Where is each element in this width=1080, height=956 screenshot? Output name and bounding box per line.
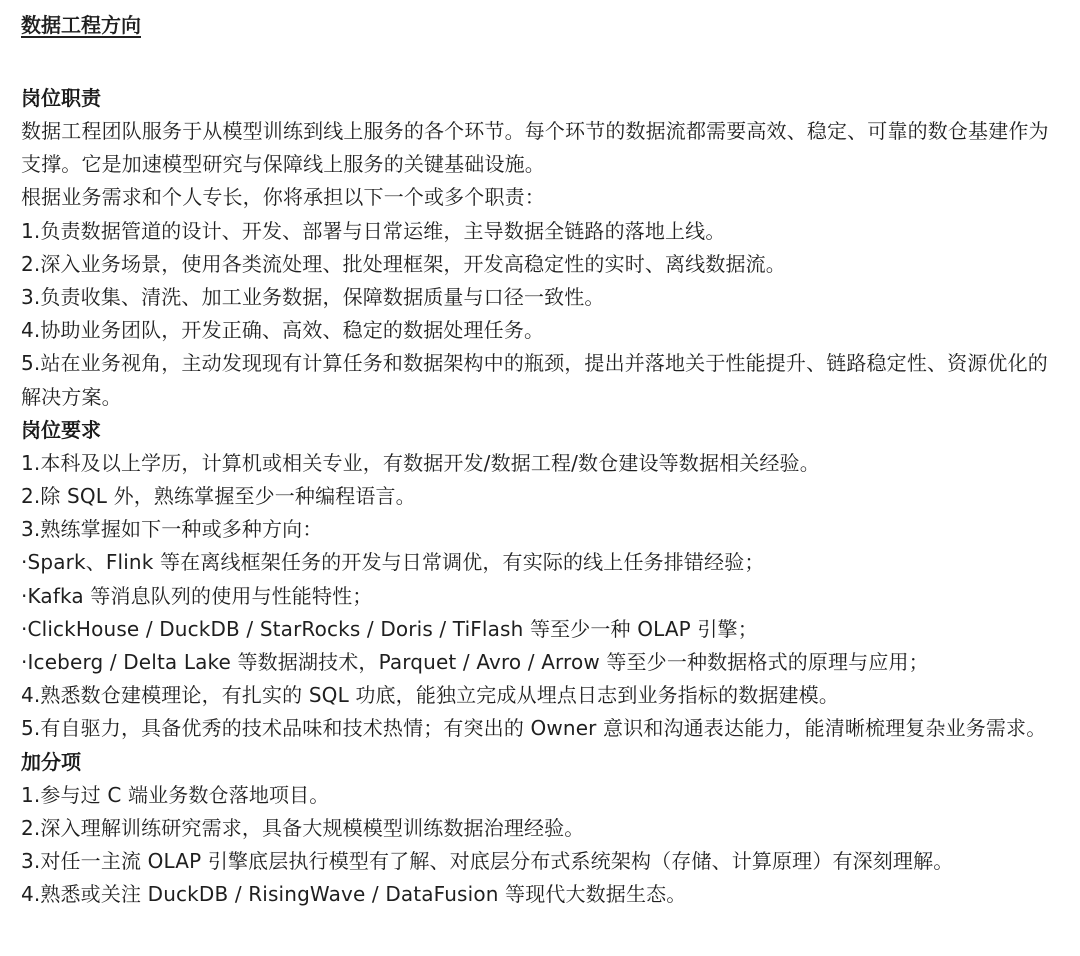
list-item: 4.协助业务团队，开发正确、高效、稳定的数据处理任务。 <box>21 318 545 343</box>
responsibilities-intro: 数据工程团队服务于从模型训练到线上服务的各个环节。每个环节的数据流都需要高效、稳定、可靠的数仓基建作为支撑。它是加速模型研究与保障线上服务的关键基础设施。 <box>21 119 1049 177</box>
list-item: 3.负责收集、清洗、加工业务数据，保障数据质量与口径一致性。 <box>21 285 605 310</box>
bonus-heading: 加分项 <box>21 749 81 774</box>
list-item: 1.参与过 C 端业务数仓落地项目。 <box>21 782 330 807</box>
list-item: 5.有自驱力，具备优秀的技术品味和技术热情；有突出的 Owner 意识和沟通表达能力，能清晰梳理复杂业务需求。 <box>21 716 1047 741</box>
list-item: 2.除 SQL 外，熟练掌握至少一种编程语言。 <box>21 484 416 509</box>
list-item: 2.深入业务场景，使用各类流处理、批处理框架，开发高稳定性的实时、离线数据流。 <box>21 251 786 276</box>
list-item: 5.站在业务视角，主动发现现有计算任务和数据架构中的瓶颈，提出并落地关于性能提升、链路稳定性、资源优化的解决方案。 <box>21 351 1048 409</box>
spacer <box>21 42 1060 82</box>
responsibilities-heading: 岗位职责 <box>21 86 101 110</box>
list-item: 3.熟练掌握如下一种或多种方向： <box>21 517 323 542</box>
page-title: 数据工程方向 <box>21 13 141 37</box>
list-item: 4.熟悉数仓建模理论，有扎实的 SQL 功底，能独立完成从埋点日志到业务指标的数据建模。 <box>21 683 839 708</box>
responsibilities-lead: 根据业务需求和个人专长，你将承担以下一个或多个职责： <box>21 185 545 210</box>
list-item: ·ClickHouse / DuckDB / StarRocks / Doris / TiFlash 等至少一种 OLAP 引擎； <box>21 616 758 641</box>
section-bonus <box>21 746 1060 912</box>
requirements-heading: 岗位要求 <box>21 417 101 442</box>
list-item: 3.对任一主流 OLAP 引擎底层执行模型有了解、对底层分布式系统架构（存储、计算原理）有深刻理解。 <box>21 849 954 874</box>
list-item: ·Kafka 等消息队列的使用与性能特性； <box>21 583 373 608</box>
list-item: 1.本科及以上学历，计算机或相关专业，有数据开发/数据工程/数仓建设等数据相关经验。 <box>21 450 820 475</box>
list-item: 2.深入理解训练研究需求，具备大规模模型训练数据治理经验。 <box>21 815 585 840</box>
list-item: ·Spark、Flink 等在离线框架任务的开发与日常调优，有实际的线上任务排错经验； <box>21 550 765 575</box>
list-item: ·Iceberg / Delta Lake 等数据湖技术，Parquet / Avro / Arrow 等至少一种数据格式的原理与应用； <box>21 650 929 675</box>
section-responsibilities <box>21 82 1060 414</box>
list-item: 4.熟悉或关注 DuckDB / RisingWave / DataFusion 等现代大数据生态。 <box>21 882 687 907</box>
section-requirements <box>21 414 1060 746</box>
list-item: 1.负责数据管道的设计、开发、部署与日常运维，主导数据全链路的落地上线。 <box>21 218 726 243</box>
